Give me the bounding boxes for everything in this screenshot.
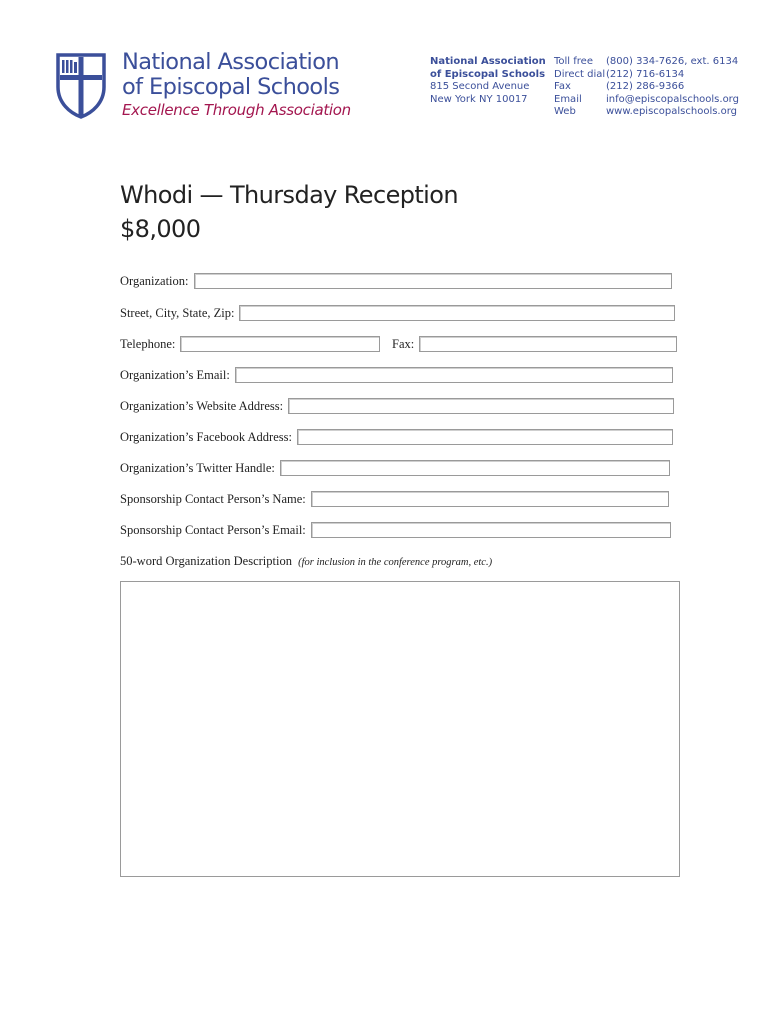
fax-label: Fax:: [392, 336, 415, 351]
contact-info: [554, 56, 739, 119]
telephone-label: Telephone:: [120, 336, 176, 351]
telephone-input[interactable]: [180, 336, 380, 352]
contact-value: www.episcopalschools.org: [606, 106, 738, 117]
contact-label: Email: [554, 93, 582, 105]
form-title-event: Whodi — Thursday Reception: [120, 181, 458, 209]
street-input[interactable]: [239, 305, 675, 321]
organization-row: [120, 272, 672, 290]
email-label: Organization’s Email:: [120, 367, 230, 382]
fax-input[interactable]: [419, 336, 677, 352]
mailing-address: [430, 56, 546, 106]
contact-value: (212) 286-9366: [606, 81, 685, 92]
twitter-input[interactable]: [280, 460, 670, 476]
website-label: Organization’s Website Address:: [120, 398, 284, 413]
website-input[interactable]: [288, 398, 674, 414]
contact-name-label: Sponsorship Contact Person’s Name:: [120, 491, 306, 506]
form-title: [120, 178, 458, 246]
contact-value: info@episcopalschools.org: [606, 93, 739, 105]
contact-email-label: Sponsorship Contact Person’s Email:: [120, 522, 306, 537]
organization-name-line1: National Association: [122, 49, 340, 75]
contact-name-input[interactable]: [311, 491, 669, 507]
facebook-row: [120, 428, 673, 446]
contact-label: Toll free: [554, 56, 593, 67]
tagline: Excellence Through Association: [122, 101, 351, 119]
contact-row: [554, 94, 739, 107]
address-street: 815 Second Avenue: [430, 81, 530, 92]
organization-name: [122, 50, 339, 100]
contact-row: [554, 56, 739, 69]
description-label: [120, 554, 492, 569]
contact-value: (800) 334-7626, ext. 6134: [606, 56, 739, 67]
contact-label: Direct dial: [554, 68, 606, 80]
telephone-row: [120, 335, 380, 353]
form-title-price: $8,000: [120, 215, 201, 243]
website-row: [120, 397, 674, 415]
contact-row: [554, 69, 739, 82]
email-row: [120, 366, 673, 384]
contact-row: [554, 81, 739, 94]
description-note: (for inclusion in the conference program, etc.): [298, 557, 493, 568]
shield-logo-icon: [56, 53, 106, 119]
address-name-line2: of Episcopal Schools: [430, 68, 546, 80]
facebook-label: Organization’s Facebook Address:: [120, 429, 292, 444]
twitter-label: Organization’s Twitter Handle:: [120, 460, 275, 475]
street-row: [120, 304, 675, 322]
address-name-line1: National Association: [430, 56, 546, 67]
fax-row: [392, 335, 677, 353]
street-label: Street, City, State, Zip:: [120, 305, 235, 320]
description-label-text: 50-word Organization Description: [120, 554, 292, 568]
contact-row: [554, 106, 739, 119]
email-input[interactable]: [235, 367, 673, 383]
organization-name-line2: of Episcopal Schools: [122, 74, 340, 100]
organization-label: Organization:: [120, 273, 189, 288]
address-city: New York NY 10017: [430, 93, 528, 105]
letterhead: [0, 0, 770, 140]
twitter-row: [120, 459, 670, 477]
facebook-input[interactable]: [297, 429, 673, 445]
description-textarea[interactable]: [120, 581, 680, 877]
contact-name-row: [120, 490, 669, 508]
contact-email-input[interactable]: [311, 522, 671, 538]
contact-label: Fax: [554, 81, 571, 92]
contact-value: (212) 716-6134: [606, 68, 685, 80]
contact-email-row: [120, 521, 671, 539]
contact-label: Web: [554, 106, 576, 117]
organization-input[interactable]: [194, 273, 672, 289]
